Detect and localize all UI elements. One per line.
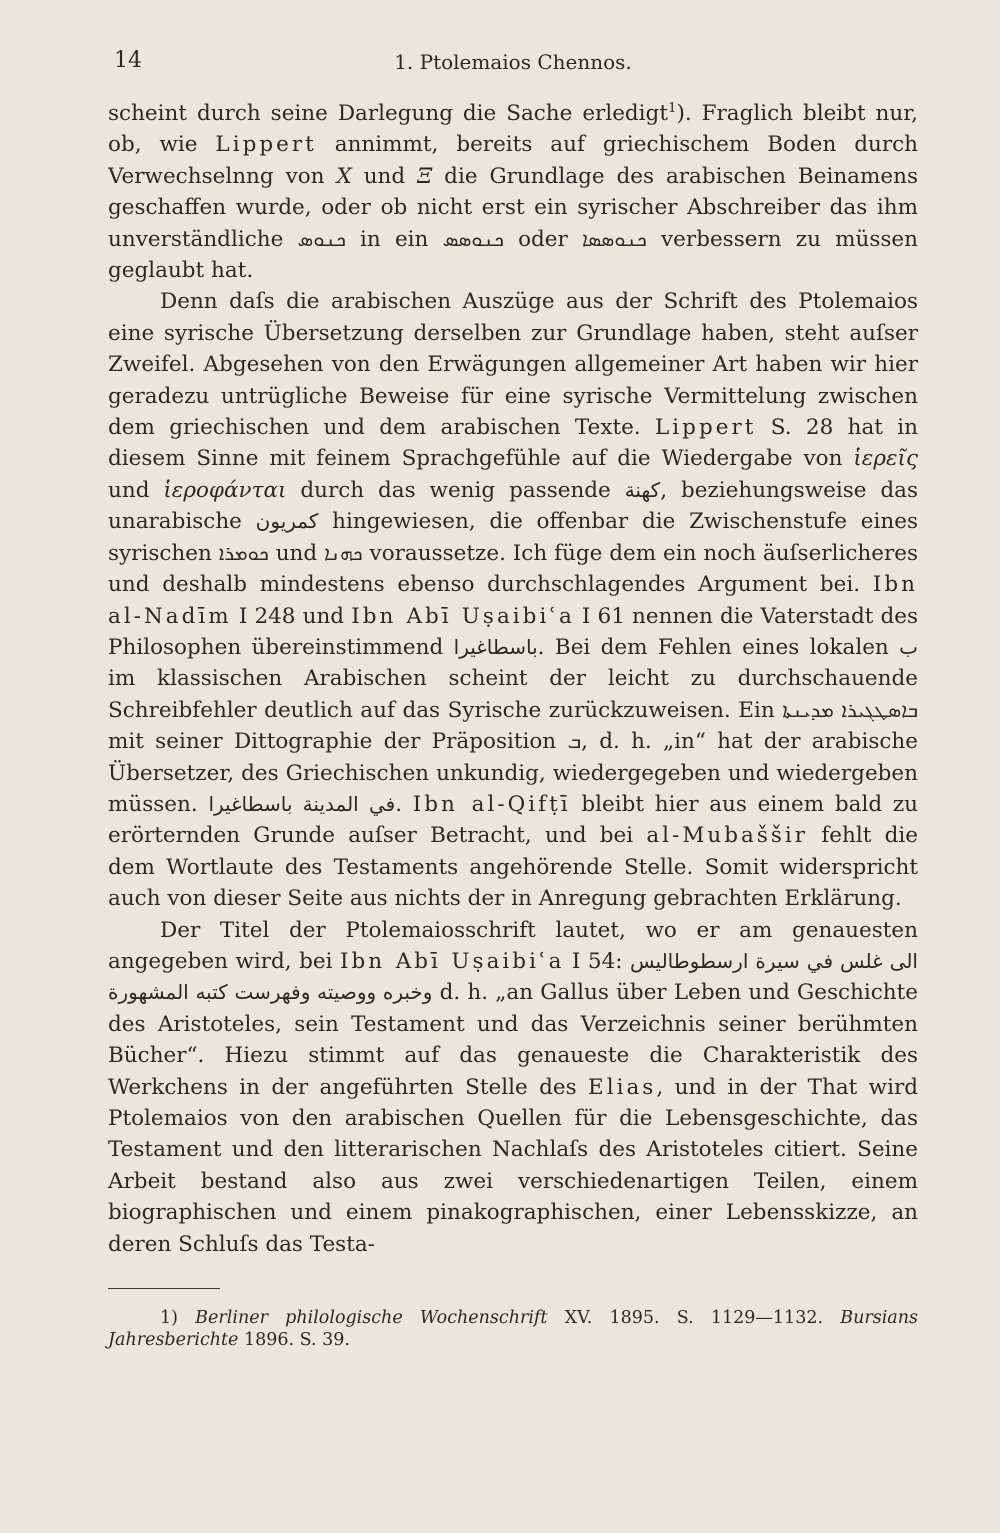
- journal-title: Berliner philologische Wochenschrift: [195, 1308, 548, 1329]
- greek-letter: Ξ: [417, 163, 433, 189]
- arabic-word: كمريون: [255, 509, 319, 534]
- footnote-divider: [108, 1288, 220, 1289]
- arabic-word: باسطاغيرا: [453, 634, 538, 659]
- greek-word: ἱεροφάνται: [163, 477, 287, 503]
- author-name: Lippert: [215, 132, 317, 158]
- syriac-word: ܟܘܡܪܐ: [218, 540, 269, 565]
- page-number: 14: [114, 48, 142, 73]
- paragraph-2: Denn daſs die arabischen Auszüge aus der Schrift des Ptolemaios eine syrische Übersetzung derselben zur Grundlage haben, steht auſser Zweifel. Abgesehen von den Erwägungen allgemeiner Art haben wir hier geradezu untrügliche Beweise für eine syrische Vermittelung zwischen dem griechischen und dem arabischen Texte. Lippert S. 28 hat in diesem Sinne mit feinem Sprachgefühle auf die Wiedergabe von ἱερεῖς und ἱεροφάνται durch das wenig passende كهنة, beziehungsweise das unarabische كمريون hingewiesen, die offenbar die Zwischenstufe eines syrischen ܟܘܡܪܐ und ܟܗܢܐ voraussetze. Ich füge dem ein noch äuſserlicheres und deshalb mindestens ebenso durchschlagendes Argument bei. Ibn al-Nadīm I 248 und Ibn Abī Uṣaibiʿa I 61 nennen die Vaterstadt des Philosophen übereinstimmend باسطاغيرا. Bei dem Fehlen eines lokalen ب im klassischen Arabischen scheint der leicht zu durchschauende Schreibfehler deutlich auf das Syrische zurückzuweisen. Ein ܒܐܣܛܓܝܪܐ ܡܕܝܢܬܐ mit seiner Dittographie der Präposition ܒ, d. h. „in“ hat der arabische Übersetzer, des Griechischen unkundig, wiedergegeben und wiedergeben müssen. في المدينة باسطاغيرا. Ibn al-Qifṭī bleibt hier aus einem bald zu erörternden Grunde auſser Betracht, und bei al-Mubaššir fehlt die dem Wortlaute des Testaments angehörende Stelle. Somit widerspricht auch von dieser Seite aus nichts der in Anregung gebrachten Erklärung.: [108, 289, 919, 912]
- syriac-word: ܟܗܢܐ: [324, 540, 363, 565]
- footnote-mark: 1): [160, 1308, 178, 1329]
- greek-letter: X: [336, 163, 352, 189]
- syriac-word: ܟܢܘܣܣܐ: [581, 226, 647, 251]
- syriac-letter: ܒ: [567, 729, 582, 754]
- arabic-phrase: في المدينة باسطاغيرا: [208, 791, 396, 816]
- author-name: Ibn al-Nadīm: [108, 572, 918, 629]
- author-name: Ibn al-Qifṭī: [412, 791, 571, 817]
- main-text: [108, 98, 918, 1260]
- author-name: Ibn Abī Uṣaibiʿa: [340, 948, 565, 974]
- arabic-word: كهنة: [624, 477, 661, 502]
- author-name: Ibn Abī Uṣaibiʿa: [351, 603, 575, 629]
- running-title: 1. Ptolemaios Chennos.: [394, 50, 632, 74]
- author-name: Lippert: [655, 415, 757, 441]
- greek-word: ἱερεῖς: [853, 446, 918, 472]
- syriac-word: ܟܢܘܣܣ: [442, 226, 504, 251]
- arabic-title: الى غلس في سيرة ارسطوطاليس وخبره ووصيته وفهرست كتبه المشهورة: [108, 948, 918, 1005]
- journal-title: Bursians Jahresberichte: [108, 1308, 918, 1351]
- arabic-letter: ب: [899, 634, 918, 659]
- paragraph-3: Der Titel der Ptolemaiosschrift lautet, wo er am genauesten angegeben wird, bei Ibn Abī Uṣaibiʿa I 54: الى غلس في سيرة ارسطوطاليس وخبره ووصيته وفهرست كتبه المشهورة d. h. „an Gallus über Leben und Geschichte des Aristoteles, sein Testament und das Verzeichnis seiner berühmten Bücher“. Hiezu stimmt auf das genaueste die Charakteristik des Werkchens in der angeführten Stelle des Elias, und in der That wird Ptolemaios von den arabischen Quellen für die Lebensgeschichte, das Testament und den litterarischen Nachlaſs des Aristoteles citiert. Seine Arbeit bestand also aus zwei verschiedenartigen Teilen, einem biographischen und einem pinakographischen, einer Lebensskizze, an deren Schluſs das Testa-: [108, 917, 918, 1257]
- footnote-reference: 1: [667, 100, 677, 116]
- author-name: al-Mubaššir: [646, 823, 809, 849]
- syriac-word: ܟܢܘܣ: [297, 226, 346, 251]
- footnote: 1) Berliner philologische Wochenschrift XV. 1895. S. 1129—1132. Bursians Jahresberichte 1896. S. 39.: [108, 1308, 918, 1351]
- page-header: [108, 48, 918, 88]
- author-name: Elias: [588, 1074, 657, 1100]
- syriac-word: ܒܐܣܛܓܝܪܐ: [841, 697, 918, 722]
- paragraph-1: scheint durch seine Darlegung die Sache erledigt$^1$). Fraglich bleibt nur, ob, wie Lippert annimmt, bereits auf griechischem Boden durch Verwechselnng von X und Ξ die Grundlage des arabischen Beinamens geschaffen wurde, oder ob nicht erst ein syrischer Abschreiber das ihm unverständliche ܟܢܘܣ in ein ܟܢܘܣܣ oder ܟܢܘܣܣܐ verbessern zu müssen geglaubt hat.: [108, 100, 919, 284]
- syriac-word: ܡܕܝܢܬܐ: [782, 697, 834, 722]
